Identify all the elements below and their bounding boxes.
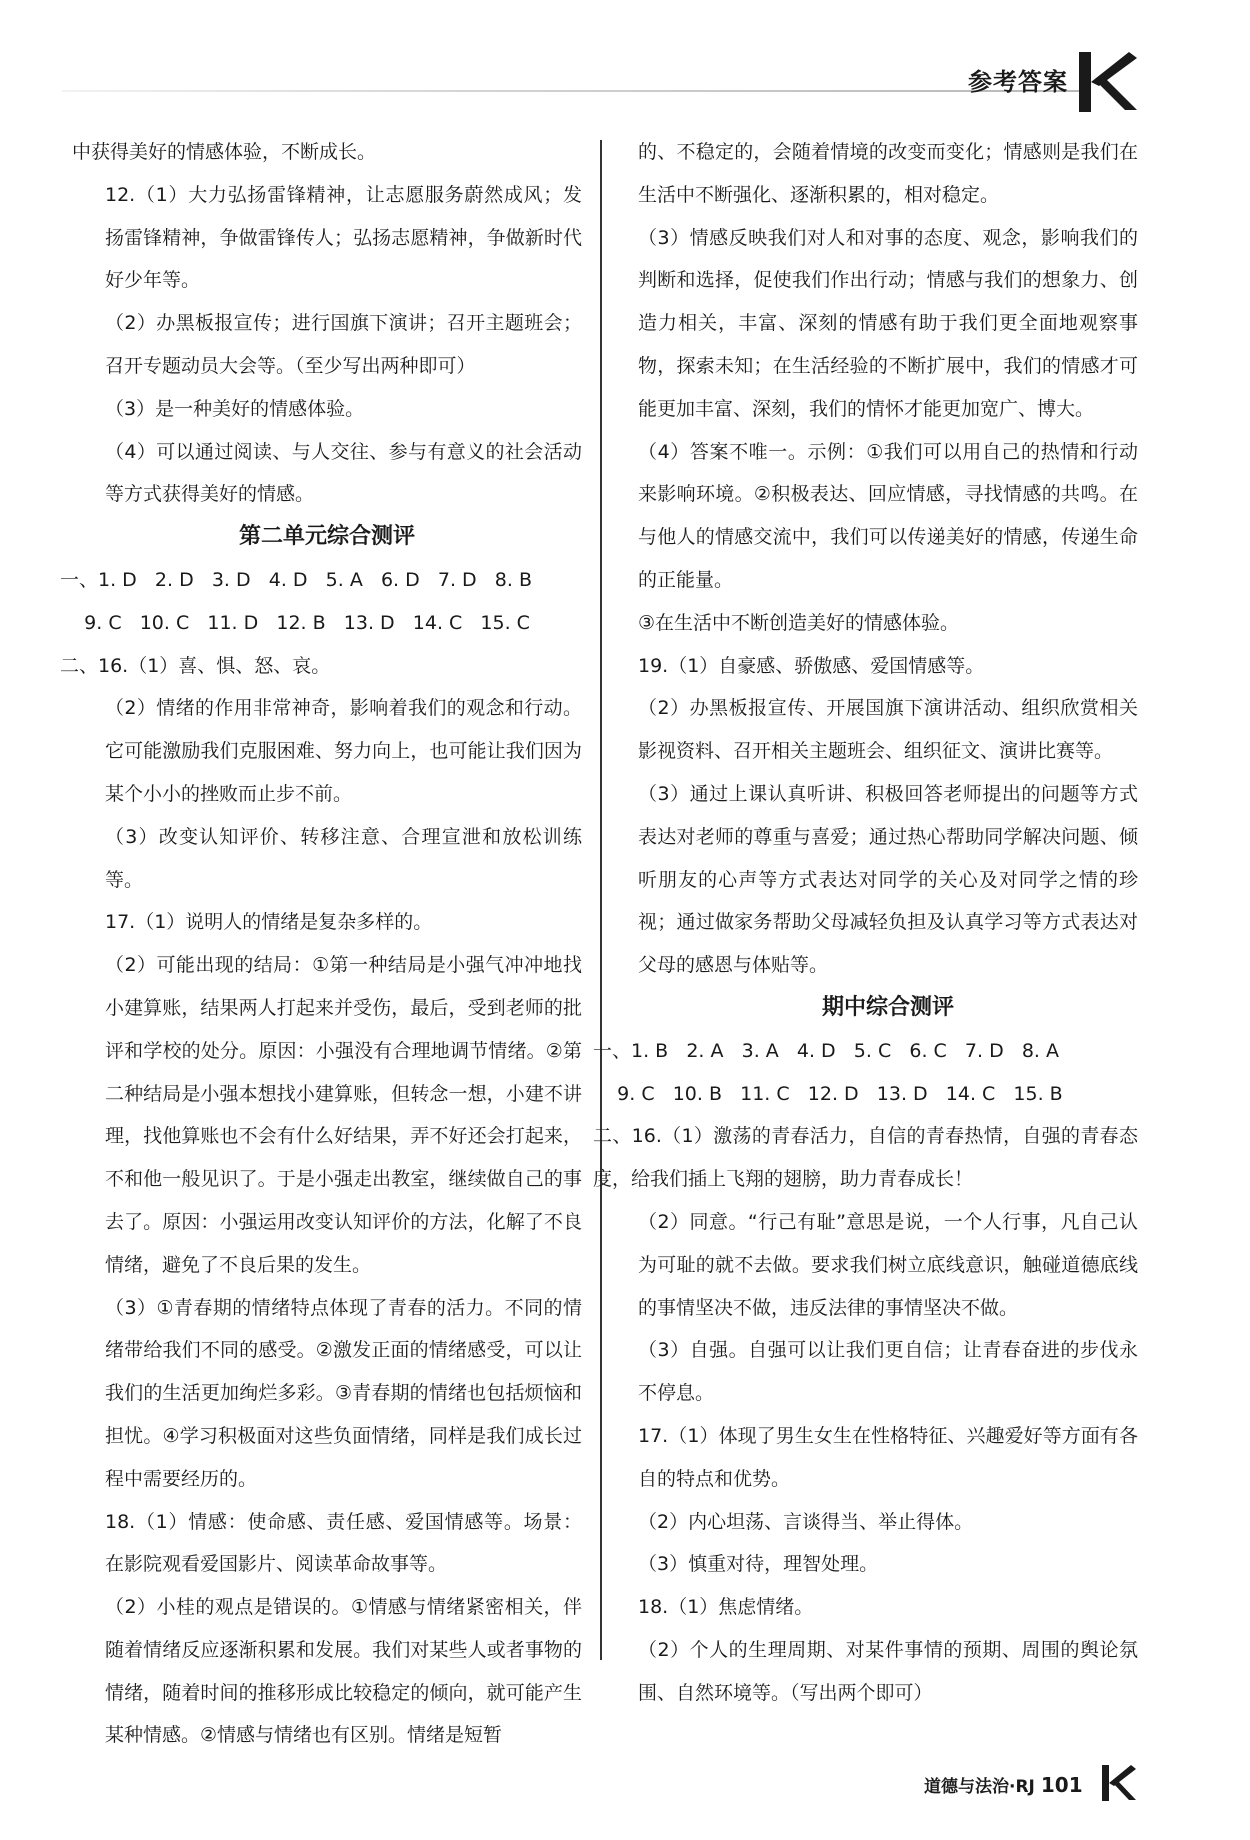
- header-logo-icon: [1075, 52, 1137, 112]
- right-para-14: （2）内心坦荡、言谈得当、举止得体。: [638, 1510, 974, 1533]
- footer: [924, 1772, 1083, 1797]
- left-para-0: 中获得美好的情感体验，不断成长。: [72, 141, 377, 163]
- right-para-17: （2）个人的生理周期、对某件事情的预期、周围的舆论氛围、自然环境等。（写出两个即可）: [638, 1638, 1138, 1704]
- header-rule: [62, 90, 1082, 92]
- left-para-2: （2）办黑板报宣传；进行国旗下演讲；召开主题班会；召开专题动员大会等。（至少写出两种即可）: [105, 312, 582, 377]
- right-mc-row-1: 一、1. B 2. A 3. A 4. D 5. C 6. C 7. D 8. A: [593, 1039, 1059, 1062]
- left-mc-row-1: 一、1. D 2. D 3. D 4. D 5. A 6. D 7. D 8. B: [60, 568, 532, 591]
- right-para-13: 17.（1）体现了男生女生在性格特征、兴趣爱好等方面有各自的特点和优势。: [638, 1424, 1138, 1490]
- right-para-16: 18.（1）焦虑情绪。: [638, 1596, 814, 1619]
- right-para-12: （3）自强。自强可以让我们更自信；让青春奋进的步伐永不停息。: [638, 1339, 1138, 1405]
- left-para-15: （2）小桂的观点是错误的。①情感与情绪紧密相关，伴随着情绪反应逐渐积累和发展。我们对某些人或者事物的情绪，随着时间的推移形成比较稳定的倾向，就可能产生某种情感。②情感与情绪也有区别。情绪是短暂: [105, 1596, 582, 1747]
- footer-subject: 道德与法治·RJ: [924, 1777, 1035, 1797]
- footer-logo-icon: [1100, 1765, 1136, 1801]
- right-para-10: 二、16.（1）激荡的青春活力，自信的青春热情，自强的青春态度，给我们插上飞翔的翅膀，助力青春成长！: [593, 1125, 1138, 1191]
- right-para-1: （3）情感反映我们对人和对事的态度、观念，影响我们的判断和选择，促使我们作出行动；情感与我们的想象力、创造力相关，丰富、深刻的情感有助于我们更全面地观察事物，探索未知；在生活经验的不断扩展中，我们的情感才可能更加丰富、深刻，我们的情怀才能更加宽广、博大。: [638, 226, 1138, 420]
- right-section-title: 期中综合测评: [821, 994, 954, 1020]
- right-para-4: 19.（1）自豪感、骄傲感、爱国情感等。: [638, 654, 985, 677]
- right-para-0: 的、不稳定的，会随着情境的改变而变化；情感则是我们在生活中不断强化、逐渐积累的，相对稳定。: [638, 141, 1138, 206]
- left-para-9: （2）情绪的作用非常神奇，影响着我们的观念和行动。它可能激励我们克服困难、努力向上，也可能让我们因为某个小小的挫败而止步不前。: [105, 697, 582, 805]
- right-para-15: （3）慎重对待，理智处理。: [638, 1553, 879, 1576]
- left-para-3: （3）是一种美好的情感体验。: [105, 397, 365, 420]
- left-para-8: 二、16.（1）喜、惧、怒、哀。: [60, 654, 331, 677]
- right-column: [593, 131, 1138, 1714]
- column-divider: [600, 140, 602, 1660]
- left-para-10: （3）改变认知评价、转移注意、合理宣泄和放松训练等。: [105, 825, 582, 891]
- left-para-13: （3）①青春期的情绪特点体现了青春的活力。不同的情绪带给我们不同的感受。②激发正面的情绪感受，可以让我们的生活更加绚烂多彩。③青春期的情绪也包括烦恼和担忧。④学习积极面对这些负面情绪，同样是我们成长过程中需要经历的。: [105, 1296, 582, 1490]
- header-title: 参考答案: [968, 68, 1068, 96]
- right-para-11: （2）同意。“行己有耻”意思是说，一个人行事，凡自己认为可耻的就不去做。要求我们树立底线意识，触碰道德底线的事情坚决不做，违反法律的事情坚决不做。: [638, 1210, 1138, 1319]
- right-para-3: ③在生活中不断创造美好的情感体验。: [638, 611, 960, 634]
- left-mc-row-2: 9. C 10. C 11. D 12. B 13. D 14. C 15. C: [60, 611, 530, 634]
- left-para-4: （4）可以通过阅读、与人交往、参与有意义的社会活动等方式获得美好的情感。: [105, 440, 582, 506]
- left-para-14: 18.（1）情感：使命感、责任感、爱国情感等。场景：在影院观看爱国影片、阅读革命故事等。: [105, 1510, 582, 1576]
- left-para-11: 17.（1）说明人的情绪是复杂多样的。: [105, 911, 433, 934]
- right-para-5: （2）办黑板报宣传、开展国旗下演讲活动、组织欣赏相关影视资料、召开相关主题班会、组织征文、演讲比赛等。: [638, 697, 1138, 763]
- left-column: [60, 131, 582, 1757]
- footer-page-number: 101: [1040, 1773, 1083, 1797]
- right-para-2: （4）答案不唯一。示例：①我们可以用自己的热情和行动来影响环境。②积极表达、回应情感，寻找情感的共鸣。在与他人的情感交流中，我们可以传递美好的情感，传递生命的正能量。: [638, 440, 1138, 591]
- right-mc-row-2: 9. C 10. B 11. C 12. D 13. D 14. C 15. B: [593, 1082, 1063, 1105]
- left-para-1: 12.（1）大力弘扬雷锋精神，让志愿服务蔚然成风；发扬雷锋精神，争做雷锋传人；弘扬志愿精神，争做新时代好少年等。: [105, 183, 582, 292]
- left-para-12: （2）可能出现的结局：①第一种结局是小强气冲冲地找小建算账，结果两人打起来并受伤，最后，受到老师的批评和学校的处分。原因：小强没有合理地调节情绪。②第二种结局是小强本想找小建算账，但转念一想，小建不讲理，找他算账也不会有什么好结果，弄不好还会打起来，不和他一般见识了。于是小强走出教室，继续做自己的事去了。原因：小强运用改变认知评价的方法，化解了不良情绪，避免了不良后果的发生。: [105, 954, 582, 1276]
- right-para-6: （3）通过上课认真听讲、积极回答老师提出的问题等方式表达对老师的尊重与喜爱；通过热心帮助同学解决问题、倾听朋友的心声等方式表达对同学的关心及对同学之情的珍视；通过做家务帮助父母减轻负担及认真学习等方式表达对父母的感恩与体贴等。: [638, 782, 1138, 977]
- left-section-title: 第二单元综合测评: [238, 524, 415, 550]
